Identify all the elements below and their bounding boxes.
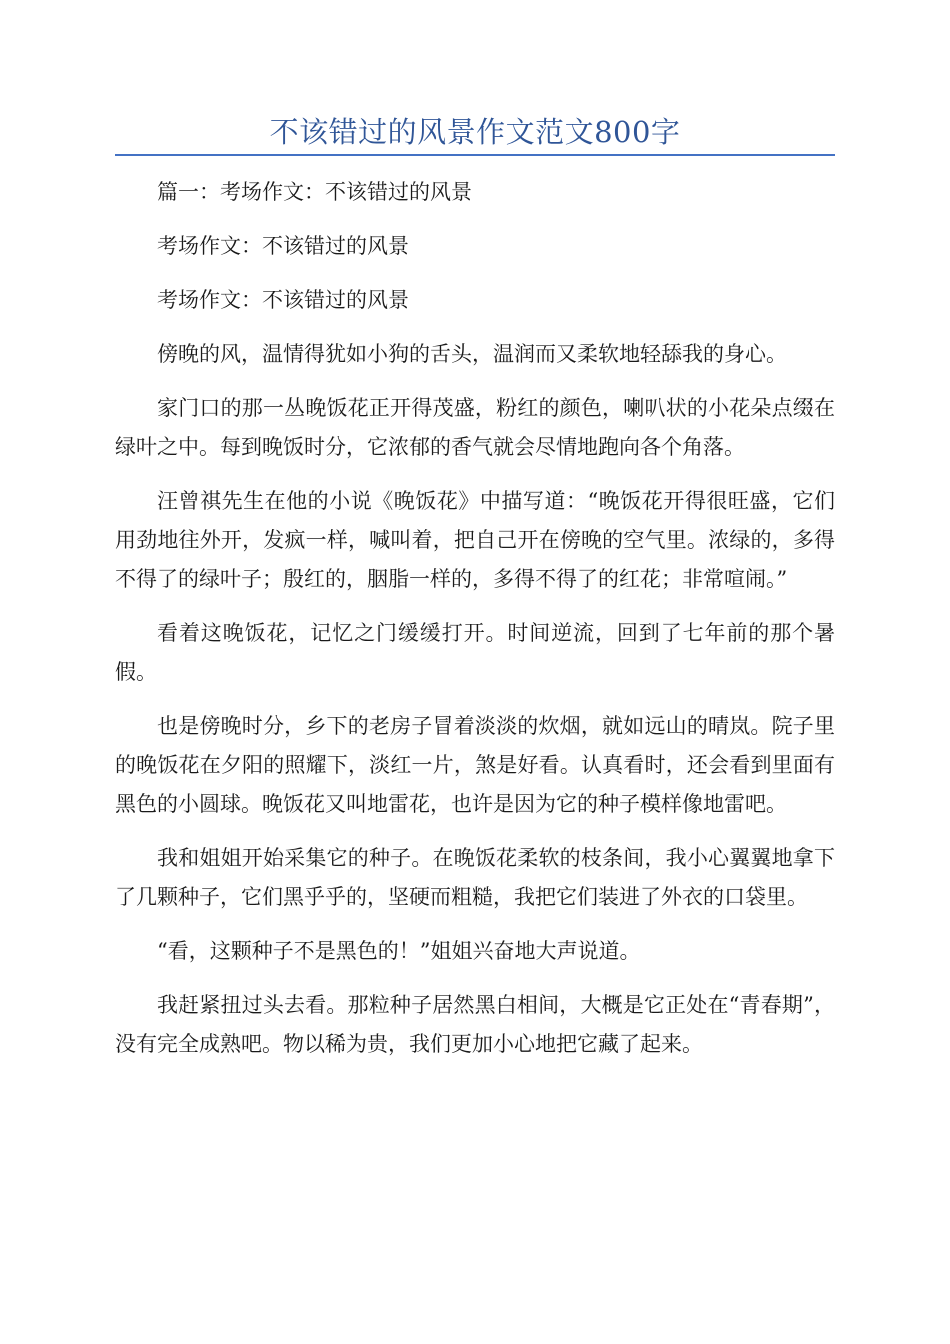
paragraph: 我和姐姐开始采集它的种子。在晚饭花柔软的枝条间，我小心翼翼地拿下了几颗种子，它们黑乎乎的，坚硬而粗糙，我把它们装进了外衣的口袋里。 bbox=[115, 846, 835, 909]
paragraph: 我赶紧扭过头去看。那粒种子居然黑白相间，大概是它正处在“青春期”，没有完全成熟吧。物以稀为贵，我们更加小心地把它藏了起来。 bbox=[115, 993, 835, 1056]
paragraph: 看着这晚饭花，记忆之门缓缓打开。时间逆流，回到了七年前的那个暑假。 bbox=[115, 621, 835, 684]
paragraph: 汪曾祺先生在他的小说《晚饭花》中描写道：“晚饭花开得很旺盛，它们用劲地往外开，发疯一样，喊叫着，把自己开在傍晚的空气里。浓绿的，多得不得了的绿叶子；殷红的，胭脂一样的，多得不得了的红花；非常喧闹。” bbox=[115, 489, 835, 591]
document-title: 不该错过的风景作文范文800字 bbox=[269, 115, 681, 149]
paragraph: 家门口的那一丛晚饭花正开得茂盛，粉红的颜色，喇叭状的小花朵点缀在绿叶之中。每到晚饭时分，它浓郁的香气就会尽情地跑向各个角落。 bbox=[115, 396, 835, 459]
title-underline bbox=[115, 154, 835, 156]
paragraph: 篇一：考场作文：不该错过的风景 bbox=[157, 180, 472, 204]
paragraph: 傍晚的风，温情得犹如小狗的舌头，温润而又柔软地轻舔我的身心。 bbox=[157, 342, 787, 366]
paragraph: “看，这颗种子不是黑色的！”姐姐兴奋地大声说道。 bbox=[157, 939, 641, 963]
paragraph: 考场作文：不该错过的风景 bbox=[157, 234, 409, 258]
paragraph: 也是傍晚时分，乡下的老房子冒着淡淡的炊烟，就如远山的晴岚。院子里的晚饭花在夕阳的照耀下，淡红一片，煞是好看。认真看时，还会看到里面有黑色的小圆球。晚饭花又叫地雷花，也许是因为它的种子模样像地雷吧。 bbox=[115, 714, 835, 816]
document-body bbox=[115, 173, 835, 1079]
paragraph: 考场作文：不该错过的风景 bbox=[157, 288, 409, 312]
